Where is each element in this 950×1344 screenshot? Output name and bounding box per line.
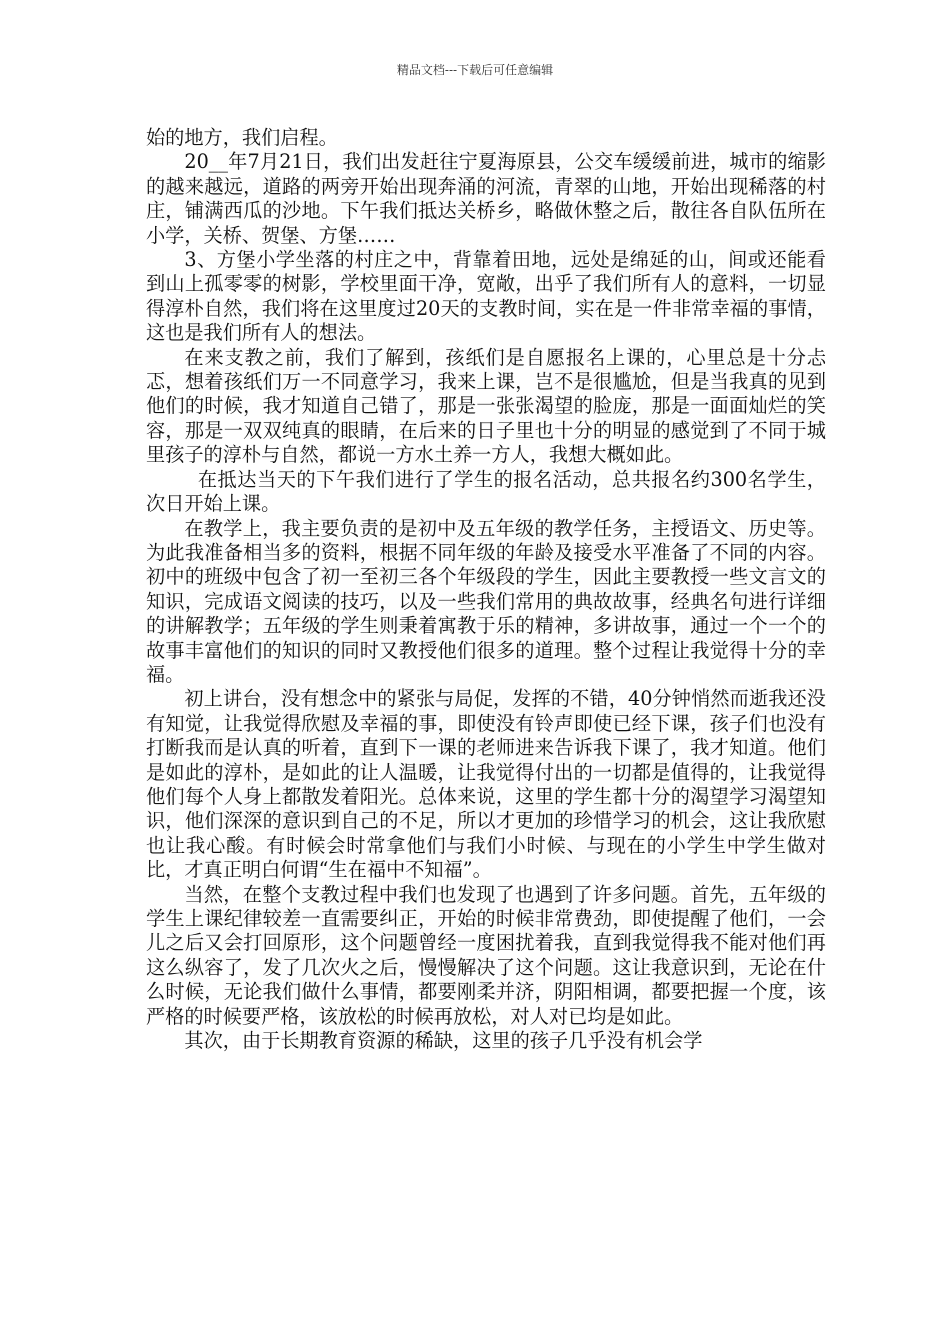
paragraph-7: 初上讲台，没有想念中的紧张与局促，发挥的不错，40分钟悄然而逝我还没有知觉，让我觉得欣慰及幸福的事，即使没有铃声即使已经下课，孩子们也没有打断我而是认真的听着，直到下一课的老师进来告诉我下课了，我才知道。他们是如此的淳朴，是如此的让人温暖，让我觉得付出的一切都是值得的，让我觉得他们每个人身上都散发着阳光。总体来说，这里的学生都十分的渴望学习渴望知识，他们深深的意识到自己的不足，所以才更加的珍惜学习的机会，这让我欣慰也让我心酸。有时候会时常拿他们与我们小时候、与现在的小学生中学生做对比，才真正明白何谓“生在福中不知福”。 — [146, 687, 826, 882]
paragraph-4: 在来支教之前，我们了解到，孩纸们是自愿报名上课的，心里总是十分忐忑，想着孩纸们万一不同意学习，我来上课，岂不是很尴尬，但是当我真的见到他们的时候，我才知道自己错了，那是一张张渴望的脸庞，那是一面面灿烂的笑容，那是一双双纯真的眼睛，在后来的日子里也十分的明显的感觉到了不同于城里孩子的淳朴与自然，都说一方水土养一方人，我想大概如此。 — [146, 345, 826, 467]
paragraph-6: 在教学上，我主要负责的是初中及五年级的教学任务，主授语文、历史等。为此我准备相当多的资料，根据不同年级的年龄及接受水平准备了不同的内容。初中的班级中包含了初一至初三各个年级段的学生，因此主要教授一些文言文的知识，完成语文阅读的技巧，以及一些我们常用的典故故事，经典名句进行详细的讲解教学；五年级的学生则秉着寓教于乐的精神，多讲故事，通过一个一个的故事丰富他们的知识的同时又教授他们很多的道理。整个过程让我觉得十分的幸福。 — [146, 516, 826, 686]
paragraph-5: 在抵达当天的下午我们进行了学生的报名活动，总共报名约300名学生，次日开始上课。 — [146, 467, 826, 516]
document-body — [146, 126, 826, 1053]
paragraph-1: 始的地方，我们启程。 — [146, 126, 338, 149]
page-header: 精品文档---下载后可任意编辑 — [396, 63, 554, 77]
paragraph-3: 3、方堡小学坐落的村庄之中，背靠着田地，远处是绵延的山，间或还能看到山上孤零零的树影，学校里面干净，宽敞，出乎了我们所有人的意料，一切显得淳朴自然，我们将在这里度过20天的支教时间，实在是一件非常幸福的事情，这也是我们所有人的想法。 — [146, 248, 826, 345]
paragraph-9: 其次，由于长期教育资源的稀缺，这里的孩子几乎没有机会学 — [184, 1029, 703, 1053]
paragraph-2: 20__年7月21日，我们出发赶往宁夏海原县，公交车缓缓前进，城市的缩影的越来越远，道路的两旁开始出现奔涌的河流，青翠的山地，开始出现稀落的村庄，铺满西瓜的沙地。下午我们抵达关桥乡，略做休整之后，散往各自队伍所在小学，关桥、贺堡、方堡…… — [146, 150, 826, 247]
paragraph-8: 当然，在整个支教过程中我们也发现了也遇到了许多问题。首先，五年级的学生上课纪律较差一直需要纠正，开始的时候非常费劲，即使提醒了他们，一会儿之后又会打回原形，这个问题曾经一度困扰着我，直到我觉得我不能对他们再这么纵容了，发了几次火之后，慢慢解决了这个问题。这让我意识到，无论在什么时候，无论我们做什么事情，都要刚柔并济，阴阳相调，都要把握一个度，该严格的时候要严格，该放松的时候再放松，对人对已均是如此。 — [146, 882, 826, 1028]
